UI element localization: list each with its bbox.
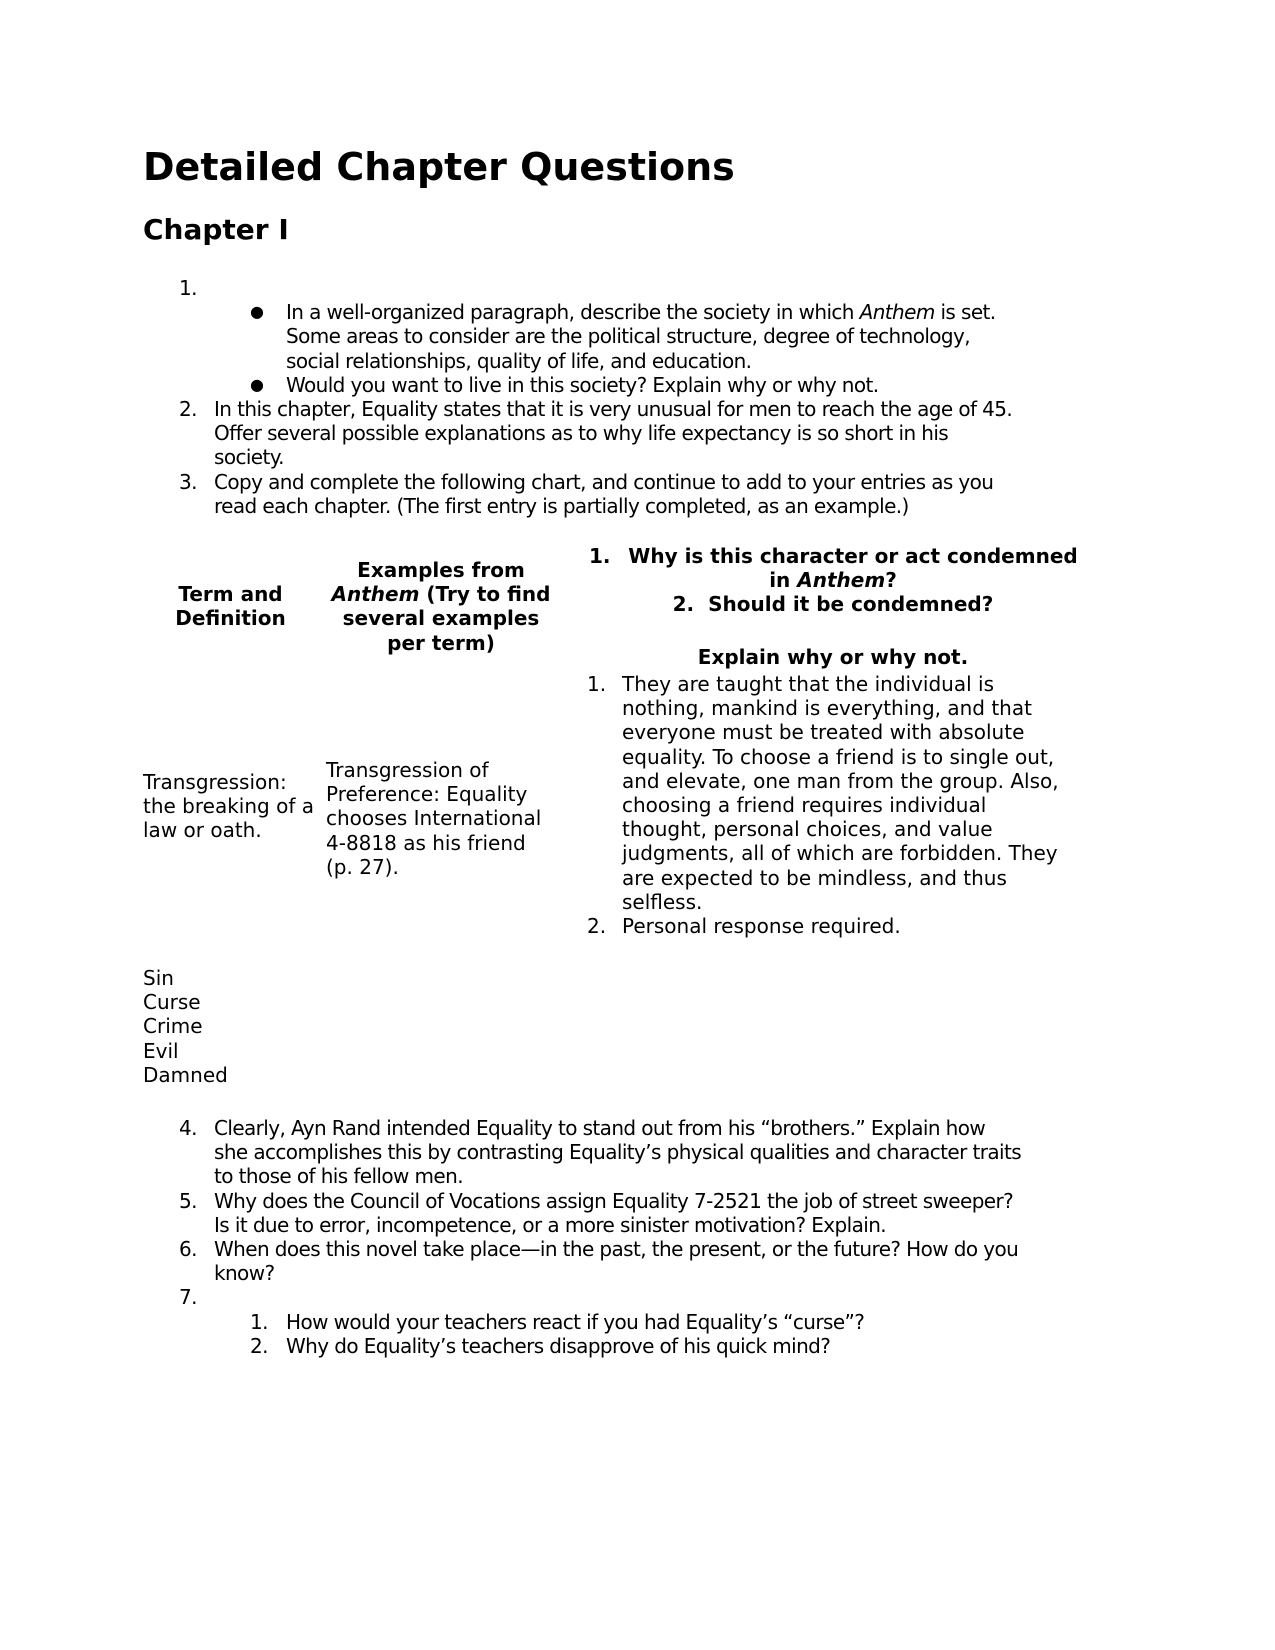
question-7: 7.	[179, 1285, 197, 1310]
question-3: 3. Copy and complete the following chart, and continue to add to your entries as you read each chapter. (The first entry is partially completed, as an example.)	[179, 469, 994, 518]
question-6: 6. When does this novel take place—in the past, the present, or the future? How do you know?	[179, 1237, 1019, 1286]
book-title: Anthem	[859, 300, 935, 325]
questions-4-7	[143, 1116, 1133, 1358]
chart-cell-term: Transgression: the breaking of a law or oath.	[143, 770, 314, 843]
question-4: 4. Clearly, Ayn Rand intended Equality to stand out from his “brothers.” Explain how she accomplishes this by contrasting Equality’s physical qualities and character traits to those of his fellow men.	[179, 1116, 1022, 1189]
question-1	[143, 276, 1133, 518]
question-7-subitem-2: 2. Why do Equality’s teachers disapprove of his quick mind?	[250, 1333, 831, 1358]
term-item: Evil	[143, 1038, 179, 1063]
chart-header-term: Term and Definition	[175, 582, 286, 631]
question-1-bullet-1: ● In a well-organized paragraph, describe the society in which Anthem is set. Some areas to consider are the political structure, degree of technology, social relationships, quality of life, and education.	[250, 300, 996, 373]
response-item-1: 1. They are taught that the individual is nothing, mankind is everything, and that everyone must be treated with absolute equality. To choose a friend is to single out, and elevate, one man from the group. Also, choosing a friend requires individual thought, personal choices, and value judgments, all of which are forbidden. They are expected to be mindless, and thus selfless.	[587, 672, 1059, 914]
page-title: Detailed Chapter Questions	[143, 145, 735, 189]
bullet-icon: ●	[250, 374, 264, 394]
response-item-2: 2. Personal response required.	[587, 914, 901, 939]
term-item: Sin	[143, 966, 174, 990]
question-number: 1.	[179, 276, 197, 300]
term-item: Curse	[143, 990, 201, 1015]
question-2: 2. In this chapter, Equality states that it is very unusual for men to reach the age of 45. Offer several possible explanations as to why life expectancy is so short in his society.	[179, 397, 1013, 470]
question-5: 5. Why does the Council of Vocations assign Equality 7-2521 the job of street sweeper? Is it due to error, incompetence, or a more sinister motivation? Explain.	[179, 1188, 1014, 1237]
bullet-icon: ●	[250, 302, 264, 322]
additional-terms-list	[143, 966, 228, 1087]
chart-header-condemned: 1. Why is this character or act condemned in Anthem? 2. Should it be condemned? Explain why or why not.	[589, 544, 1078, 669]
chapter-heading: Chapter I	[143, 213, 289, 246]
question-1-bullet-2: ● Would you want to live in this society? Explain why or why not.	[250, 372, 879, 397]
chart-header-examples: Examples from Anthem (Try to find several examples per term)	[331, 558, 551, 655]
terms-chart	[143, 544, 1133, 964]
chart-cell-response	[583, 672, 1083, 938]
chart-cell-example: Transgression of Preference: Equality chooses International 4-8818 as his friend (p. 27).	[326, 758, 542, 879]
question-7-subitem-1: 1. How would your teachers react if you had Equality’s “curse”?	[250, 1309, 865, 1334]
term-item: Crime	[143, 1014, 203, 1039]
term-item: Damned	[143, 1062, 228, 1087]
